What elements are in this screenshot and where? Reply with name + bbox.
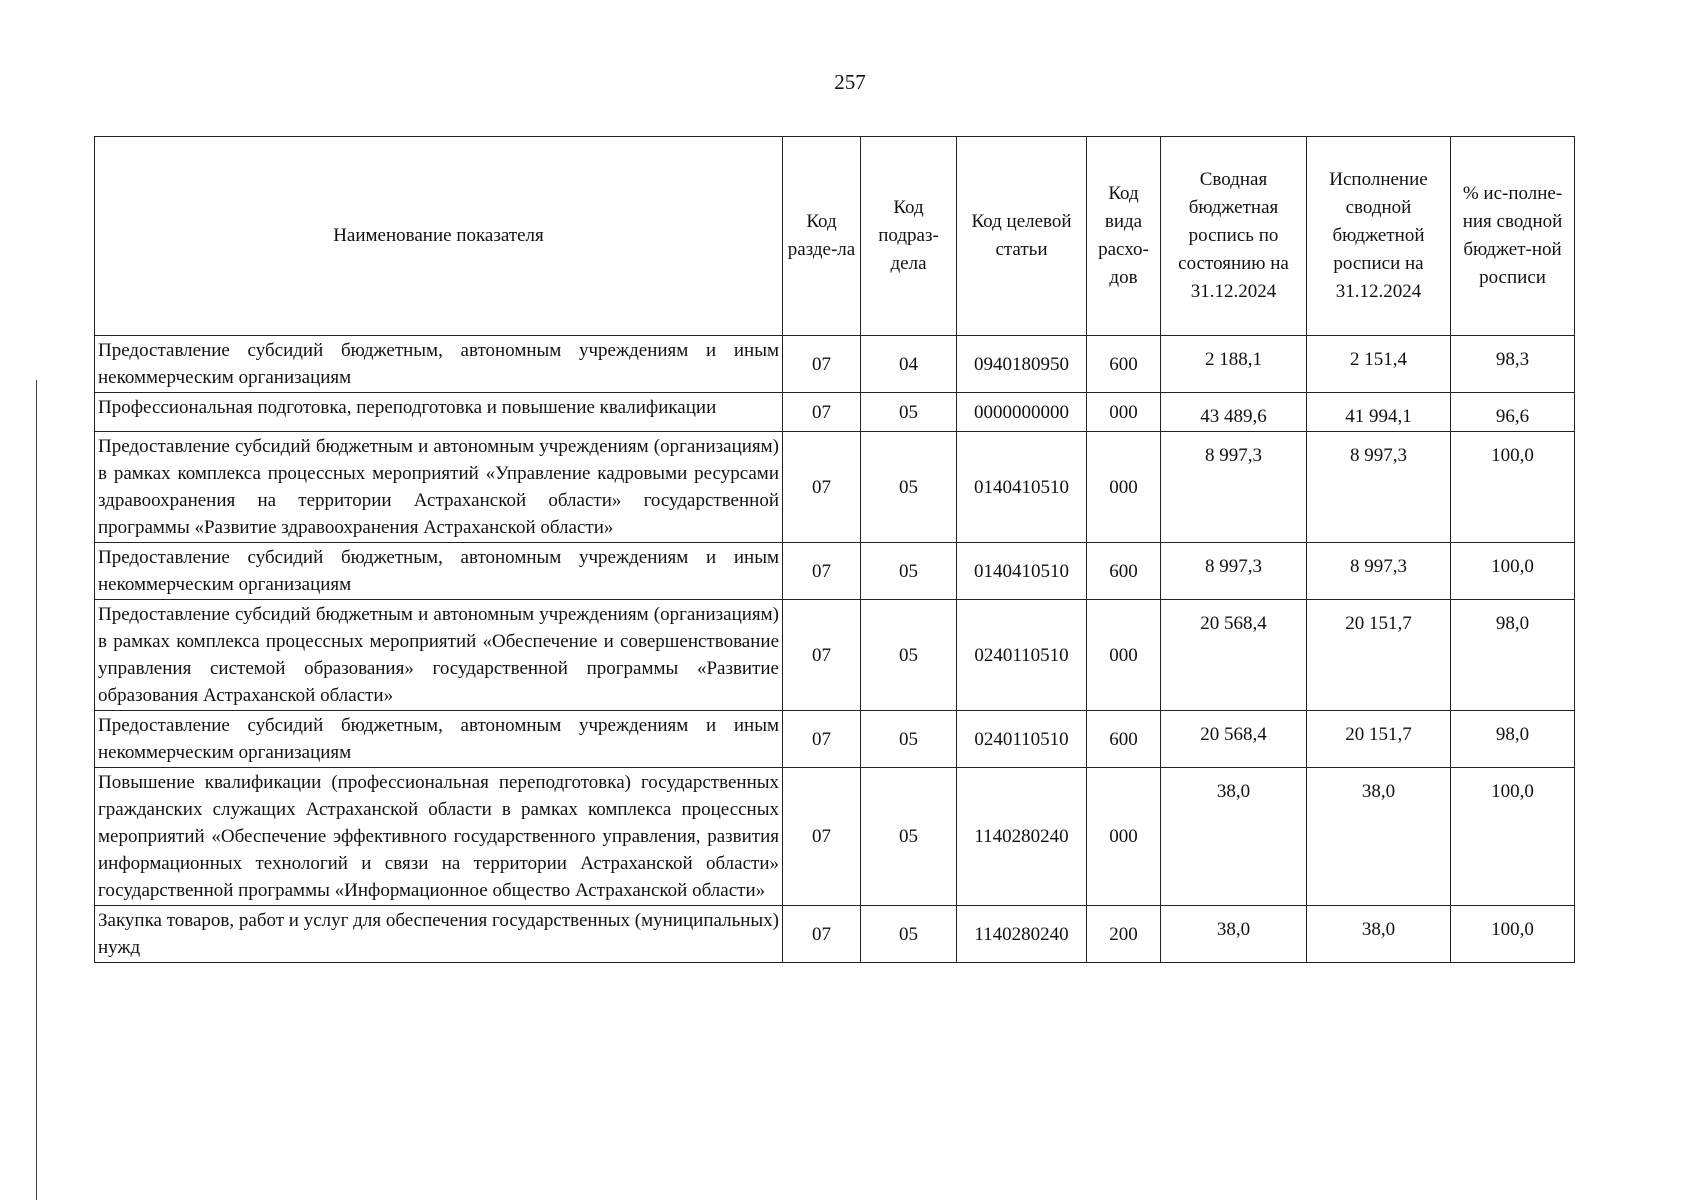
expense-code: 000 <box>1087 432 1161 543</box>
section-code: 07 <box>783 906 861 963</box>
table-row <box>95 393 1575 432</box>
execution-percent-value: 98,0 <box>1451 711 1575 768</box>
budget-plan-value: 38,0 <box>1161 768 1307 906</box>
section-code: 07 <box>783 393 861 432</box>
table-body <box>95 336 1575 963</box>
budget-execution-value: 8 997,3 <box>1307 432 1451 543</box>
budget-execution-value: 20 151,7 <box>1307 600 1451 711</box>
subsection-code: 05 <box>861 393 957 432</box>
header-subsection-code: Код подраз-дела <box>861 137 957 336</box>
indicator-name: Профессиональная подготовка, переподготовка и повышение квалификации <box>95 393 783 432</box>
table-row <box>95 711 1575 768</box>
target-code: 0240110510 <box>957 711 1087 768</box>
header-budget-plan: Сводная бюджетная роспись по состоянию на 31.12.2024 <box>1161 137 1307 336</box>
execution-percent-value: 100,0 <box>1451 543 1575 600</box>
target-code: 0140410510 <box>957 432 1087 543</box>
expense-code: 000 <box>1087 600 1161 711</box>
budget-plan-value: 20 568,4 <box>1161 600 1307 711</box>
section-code: 07 <box>783 768 861 906</box>
header-section-code: Код разде-ла <box>783 137 861 336</box>
indicator-name: Повышение квалификации (профессиональная переподготовка) государственных гражданских служащих Астраханской области в рамках комплекса процессных мероприятий «Обеспечение эффективного государственного управления, развития информационных технологий и связи на территории Астраханской области» государственной программы «Информационное общество Астраханской области» <box>95 768 783 906</box>
budget-execution-value: 2 151,4 <box>1307 336 1451 393</box>
table-header-row <box>95 137 1575 336</box>
budget-plan-value: 43 489,6 <box>1161 393 1307 432</box>
table-row <box>95 336 1575 393</box>
execution-percent-value: 100,0 <box>1451 432 1575 543</box>
table-row <box>95 432 1575 543</box>
subsection-code: 05 <box>861 711 957 768</box>
budget-plan-value: 20 568,4 <box>1161 711 1307 768</box>
target-code: 1140280240 <box>957 906 1087 963</box>
target-code: 1140280240 <box>957 768 1087 906</box>
subsection-code: 05 <box>861 906 957 963</box>
table-row <box>95 543 1575 600</box>
indicator-name: Предоставление субсидий бюджетным и автономным учреждениям (организациям) в рамках комплекса процессных мероприятий «Обеспечение и совершенствование управления системой образования» государственной программы «Развитие образования Астраханской области» <box>95 600 783 711</box>
expense-code: 600 <box>1087 543 1161 600</box>
header-expense-code: Код вида расхо-дов <box>1087 137 1161 336</box>
expense-code: 600 <box>1087 336 1161 393</box>
indicator-name: Предоставление субсидий бюджетным, автономным учреждениям и иным некоммерческим организациям <box>95 543 783 600</box>
indicator-name: Предоставление субсидий бюджетным, автономным учреждениям и иным некоммерческим организациям <box>95 711 783 768</box>
budget-execution-value: 8 997,3 <box>1307 543 1451 600</box>
subsection-code: 04 <box>861 336 957 393</box>
table-row <box>95 768 1575 906</box>
budget-plan-value: 38,0 <box>1161 906 1307 963</box>
section-code: 07 <box>783 600 861 711</box>
section-code: 07 <box>783 432 861 543</box>
section-code: 07 <box>783 336 861 393</box>
expense-code: 000 <box>1087 768 1161 906</box>
header-name: Наименование показателя <box>95 137 783 336</box>
indicator-name: Предоставление субсидий бюджетным, автономным учреждениям и иным некоммерческим организациям <box>95 336 783 393</box>
target-code: 0240110510 <box>957 600 1087 711</box>
section-code: 07 <box>783 543 861 600</box>
budget-table <box>94 136 1575 963</box>
table-row <box>95 906 1575 963</box>
budget-execution-value: 38,0 <box>1307 768 1451 906</box>
target-code: 0140410510 <box>957 543 1087 600</box>
header-target-code: Код целевой статьи <box>957 137 1087 336</box>
subsection-code: 05 <box>861 432 957 543</box>
budget-plan-value: 8 997,3 <box>1161 543 1307 600</box>
expense-code: 200 <box>1087 906 1161 963</box>
table-row <box>95 600 1575 711</box>
execution-percent-value: 96,6 <box>1451 393 1575 432</box>
indicator-name: Закупка товаров, работ и услуг для обеспечения государственных (муниципальных) нужд <box>95 906 783 963</box>
subsection-code: 05 <box>861 768 957 906</box>
execution-percent-value: 98,0 <box>1451 600 1575 711</box>
header-execution-percent: % ис-полне-ния сводной бюджет-ной росписи <box>1451 137 1575 336</box>
target-code: 0000000000 <box>957 393 1087 432</box>
page-number: 257 <box>834 70 866 94</box>
budget-execution-value: 41 994,1 <box>1307 393 1451 432</box>
budget-plan-value: 2 188,1 <box>1161 336 1307 393</box>
target-code: 0940180950 <box>957 336 1087 393</box>
expense-code: 600 <box>1087 711 1161 768</box>
execution-percent-value: 100,0 <box>1451 768 1575 906</box>
header-budget-execution: Исполнение сводной бюджетной росписи на 31.12.2024 <box>1307 137 1451 336</box>
budget-plan-value: 8 997,3 <box>1161 432 1307 543</box>
section-code: 07 <box>783 711 861 768</box>
subsection-code: 05 <box>861 543 957 600</box>
scan-edge-line <box>36 380 37 1200</box>
subsection-code: 05 <box>861 600 957 711</box>
execution-percent-value: 100,0 <box>1451 906 1575 963</box>
budget-execution-value: 20 151,7 <box>1307 711 1451 768</box>
execution-percent-value: 98,3 <box>1451 336 1575 393</box>
expense-code: 000 <box>1087 393 1161 432</box>
budget-execution-value: 38,0 <box>1307 906 1451 963</box>
indicator-name: Предоставление субсидий бюджетным и автономным учреждениям (организациям) в рамках комплекса процессных мероприятий «Управление кадровыми ресурсами здравоохранения на территории Астраханской области» государственной программы «Развитие здравоохранения Астраханской области» <box>95 432 783 543</box>
